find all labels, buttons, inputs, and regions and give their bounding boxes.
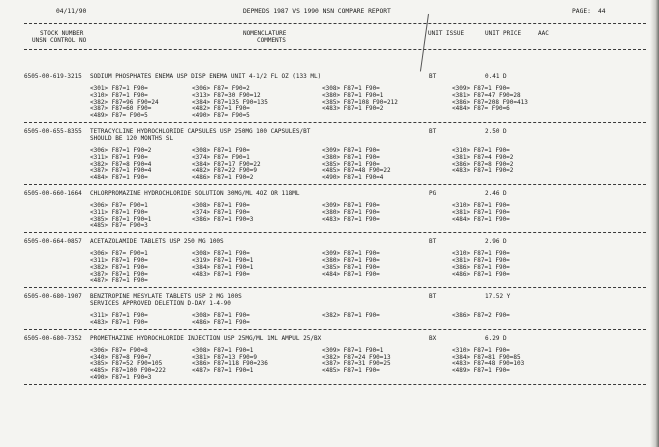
item-usage-cell: <387> F87=31 F90=25 <box>322 360 391 368</box>
col-unit-control: UNSN CONTROL NO <box>32 37 87 44</box>
item-usage-cell: <308> F87=1 F90= <box>192 312 250 320</box>
report-title: DEPMEDS 1987 VS 1990 NSN COMPARE REPORT <box>243 8 391 15</box>
item-usage-cell: <386> F87=1 F90=3 <box>192 215 254 223</box>
item-separator <box>24 232 646 233</box>
item-usage-cell: <484> F87=1 F90= <box>90 174 148 182</box>
item-usage-cell: <483> F87=1 F90= <box>90 319 148 326</box>
item-usage-cell: <387> F87=1 F90=4 <box>90 167 152 175</box>
item-unit-issue: BX <box>429 334 437 342</box>
item-usage-cell: <306> F87= F90=1 <box>90 202 148 209</box>
item-unit-price: 2.50 D <box>485 128 507 135</box>
item-usage-cell: <386> F87=208 F90=413 <box>452 98 528 106</box>
item-usage-cell: <374> F87= F90=1 <box>192 153 250 161</box>
item-comment: SHOULD BE 120 MONTHS SL <box>90 135 174 142</box>
item-usage-cell: <385> F87=108 F90=212 <box>322 98 398 106</box>
col-nomenclature: NOMENCLATURE <box>243 30 287 37</box>
item-nsn: 6505-00-619-3215 <box>24 73 82 80</box>
item-usage-cell: <483> F87=1 F90=2 <box>452 167 514 175</box>
item-usage-cell: <386> F87=118 F90=236 <box>192 360 268 368</box>
item-description: BENZTROPINE MESYLATE TABLETS USP 2 MG 100S <box>90 293 242 301</box>
item-usage-cell: <380> F87=1 F90= <box>322 208 380 216</box>
item-unit-issue: BT <box>429 73 437 80</box>
item-usage-cell: <308> F87=1 F90= <box>192 202 250 209</box>
item-usage-cell: <485> F87=100 F90=222 <box>90 367 166 375</box>
item-usage-cell: <484> F87=1 F90= <box>322 270 380 278</box>
item-unit-price: 17.52 Y <box>485 293 511 301</box>
item-usage-cell: <384> F87=81 F90=85 <box>452 353 521 361</box>
item-usage-cell: <382> F87=1 F90= <box>90 263 148 271</box>
item-usage-cell: <386> F87=8 F90=2 <box>452 160 514 168</box>
item-usage-cell: <490> F87= F90=5 <box>192 112 250 120</box>
item-usage-cell: <382> F87=1 F90= <box>322 312 380 320</box>
item-usage-cell: <384> F87=1 F90=1 <box>192 263 254 271</box>
item-usage-cell: <381> F87=4 F90=2 <box>452 153 514 161</box>
item-usage-cell: <382> F87=8 F90=4 <box>90 160 152 168</box>
item-usage-cell: <381> F87=1 F90= <box>452 257 510 264</box>
item-usage-cell: <385> F87=1 F90= <box>322 263 380 271</box>
item-usage-cell: <381> F87=13 F90=9 <box>192 353 258 361</box>
item-usage-cell: <311> F87=1 F90= <box>90 257 148 264</box>
item-usage-cell: <384> F87=17 F90=22 <box>192 160 261 168</box>
item-usage-cell: <485> F87=1 F90= <box>322 367 380 375</box>
item-description: PROMETHAZINE HYDROCHLORIDE INJECTION USP 25MG/ML 1ML AMPUL 25/BX <box>90 334 322 342</box>
item-usage-cell: <486> F87=1 F90= <box>452 270 510 278</box>
item-usage-cell: <387> F87=1 F90= <box>90 270 148 278</box>
item-usage-cell: <310> F87=1 F90= <box>452 346 510 354</box>
item-separator <box>24 287 646 288</box>
item-usage-cell: <485> F87= F90=3 <box>90 222 148 230</box>
item-comment: SERVICES APPROVED DELETION D-DAY 1-4-90 <box>90 300 231 308</box>
col-unit-issue: UNIT ISSUE <box>428 30 465 37</box>
item-usage-cell: <309> F87=1 F90= <box>452 85 510 92</box>
page-label: PAGE: <box>572 8 591 15</box>
item-usage-cell: <308> F87=1 F90= <box>322 85 380 92</box>
columns-rule <box>24 49 646 50</box>
item-usage-cell: <482> F87=22 F90=9 <box>192 167 258 175</box>
report-date: 04/11/90 <box>56 8 87 15</box>
scan-edge <box>650 0 659 447</box>
item-usage-cell: <310> F87=1 F90= <box>452 147 510 154</box>
item-usage-cell: <340> F87=8 F90=7 <box>90 353 152 361</box>
item-usage-cell: <483> F87=1 F90= <box>192 270 250 278</box>
item-usage-cell: <482> F87=1 F90= <box>192 105 250 113</box>
item-usage-cell: <380> F87=1 F90= <box>322 257 380 264</box>
item-usage-cell: <489> F87= F90=5 <box>90 112 148 120</box>
item-usage-cell: <310> F87=1 F90= <box>452 250 510 258</box>
col-aac: AAC <box>538 30 549 37</box>
item-unit-issue: BT <box>429 293 437 301</box>
item-usage-cell: <313> F87=30 F90=12 <box>192 91 261 99</box>
item-usage-cell: <483> F87=1 F90=2 <box>322 105 384 113</box>
item-usage-cell: <486> F87=1 F90=2 <box>192 174 254 182</box>
item-separator <box>24 384 646 385</box>
item-usage-cell: <380> F87=1 F90=1 <box>322 91 384 99</box>
item-usage-cell: <490> F87=1 F90=3 <box>90 374 152 381</box>
item-usage-cell: <385> F87=52 F90=105 <box>90 360 163 368</box>
item-nsn: 6505-00-655-8355 <box>24 128 82 135</box>
item-usage-cell: <309> F87=1 F90=1 <box>322 346 384 354</box>
item-nsn: 6505-00-680-7352 <box>24 334 82 342</box>
item-unit-price: 6.29 D <box>485 334 507 342</box>
item-usage-cell: <311> F87=1 F90= <box>90 153 148 161</box>
item-description: ACETAZOLAMIDE TABLETS USP 250 MG 100S <box>90 238 224 246</box>
item-description: SODIUM PHOSPHATES ENEMA USP DISP ENEMA UNIT 4-1/2 FL OZ (133 ML) <box>90 73 322 80</box>
item-usage-cell: <485> F87=48 F90=22 <box>322 167 391 175</box>
item-unit-issue: BT <box>429 128 437 135</box>
item-usage-cell: <308> F87=1 F90=1 <box>192 346 254 354</box>
item-usage-cell: <483> F87=48 F90=103 <box>452 360 525 368</box>
item-usage-cell: <306> F87= F90=2 <box>192 85 250 92</box>
item-usage-cell: <319> F87=1 F90=1 <box>192 257 254 264</box>
item-usage-cell: <486> F87=1 F90= <box>192 319 250 326</box>
item-usage-cell: <306> F87= F90=1 <box>90 250 148 258</box>
item-unit-issue: BT <box>429 238 437 246</box>
col-stock-number: STOCK NUMBER <box>40 30 84 37</box>
item-usage-cell: <385> F87=1 F90=1 <box>90 215 152 223</box>
item-unit-price: 2.96 D <box>485 238 507 246</box>
item-description: CHLORPROMAZINE HYDROCHLORIDE SOLUTION 30MG/ML 4OZ OR 118ML <box>90 190 300 197</box>
col-comments: COMMENTS <box>257 37 286 44</box>
item-usage-cell: <306> F87= F90=8 <box>90 346 148 354</box>
item-nsn: 6505-00-680-1907 <box>24 293 82 301</box>
item-usage-cell: <301> F87=1 F90= <box>90 85 148 92</box>
item-usage-cell: <310> F87=1 F90= <box>90 91 148 99</box>
item-usage-cell: <484> F87= F90=6 <box>452 105 510 113</box>
page-number: 44 <box>598 8 606 15</box>
item-usage-cell: <489> F87=1 F90= <box>452 367 510 375</box>
item-usage-cell: <386> F87=1 F90= <box>452 263 510 271</box>
item-unit-price: 0.41 D <box>485 73 507 80</box>
item-usage-cell: <384> F87=135 F90=135 <box>192 98 268 106</box>
item-usage-cell: <310> F87=1 F90= <box>452 202 510 209</box>
item-usage-cell: <490> F87=1 F90=4 <box>322 174 384 182</box>
item-usage-cell: <309> F87=1 F90= <box>322 147 380 154</box>
item-usage-cell: <311> F87=1 F90= <box>90 208 148 216</box>
item-usage-cell: <309> F87=1 F90= <box>322 202 380 209</box>
item-usage-cell: <380> F87=1 F90= <box>322 153 380 161</box>
item-description: TETRACYCLINE HYDROCHLORIDE CAPSULES USP 250MG 100 CAPSULES/BT <box>90 128 311 135</box>
item-usage-cell: <487> F87=1 F90= <box>90 277 148 285</box>
item-usage-cell: <483> F87=1 F90= <box>322 215 380 223</box>
item-usage-cell: <382> F87=24 F90=13 <box>322 353 391 361</box>
item-nsn: 6505-00-660-1664 <box>24 190 82 197</box>
item-usage-cell: <382> F87=96 F90=24 <box>90 98 159 106</box>
item-nsn: 6505-00-664-0857 <box>24 238 82 246</box>
item-usage-cell: <374> F87=1 F90= <box>192 208 250 216</box>
col-unit-price: UNIT PRICE <box>485 30 522 37</box>
header-rule <box>24 23 646 24</box>
item-separator <box>24 329 646 330</box>
item-separator <box>24 122 646 123</box>
item-usage-cell: <484> F87=1 F90= <box>452 215 510 223</box>
item-usage-cell: <309> F87=1 F90= <box>322 250 380 258</box>
item-separator <box>24 184 646 185</box>
item-usage-cell: <308> F87=1 F90= <box>192 147 250 154</box>
item-usage-cell: <308> F87=1 F90= <box>192 250 250 258</box>
item-unit-issue: PG <box>429 190 437 197</box>
item-usage-cell: <306> F87=1 F90=2 <box>90 147 152 154</box>
item-usage-cell: <385> F87=1 F90= <box>322 160 380 168</box>
item-usage-cell: <381> F87=1 F90= <box>452 208 510 216</box>
item-usage-cell: <311> F87=1 F90= <box>90 312 148 320</box>
item-unit-price: 2.46 D <box>485 190 507 197</box>
item-usage-cell: <381> F87=47 F90=28 <box>452 91 521 99</box>
item-usage-cell: <386> F87=2 F90= <box>452 312 510 320</box>
item-usage-cell: <487> F87=1 F90=1 <box>192 367 254 375</box>
item-usage-cell: <387> F87=60 F90= <box>90 105 152 113</box>
